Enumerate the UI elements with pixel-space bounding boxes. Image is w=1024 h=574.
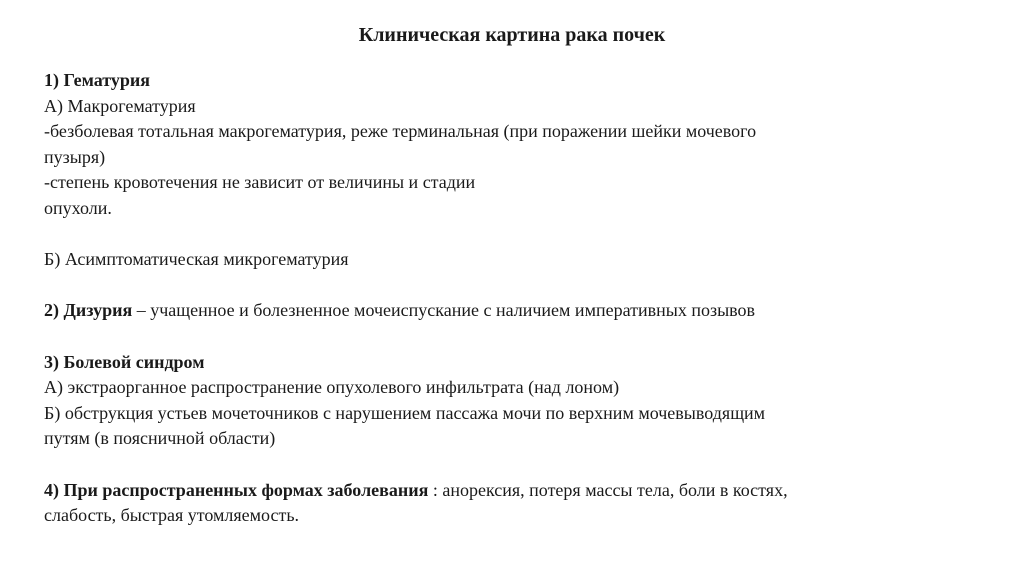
- section-4-line: [44, 478, 964, 504]
- section-1-item-b: Б) Асимптоматическая микрогематурия: [44, 249, 349, 270]
- section-2-text: – учащенное и болезненное мочеиспускание с наличием императивных позывов: [132, 300, 756, 321]
- section-1-heading: 1) Гематурия: [44, 70, 150, 90]
- section-1-item-a: А) Макрогематурия: [44, 95, 196, 116]
- slide-body: [44, 68, 964, 529]
- section-4-heading: 4) При распространенных формах заболевания: [44, 479, 429, 500]
- spacer: [44, 324, 964, 350]
- section-3-item-a: А) экстраорганное распространение опухолевого инфильтрата (над лоном): [44, 377, 620, 398]
- spacer: [44, 222, 964, 248]
- section-1-point-2: -степень кровотечения не зависит от величины и стадии: [44, 172, 476, 193]
- section-3-item-b: Б) обструкция устьев мочеточников с нарушением пассажа мочи по верхним мочевыводящим: [44, 402, 766, 423]
- section-1-point-1-cont: пузыря): [44, 146, 106, 167]
- section-3-item-b-cont: путям (в поясничной области): [44, 428, 276, 449]
- section-1-point-1: -безболевая тотальная макрогематурия, реже терминальная (при поражении шейки мочевого: [44, 121, 757, 142]
- section-1-point-2-cont: опухоли.: [44, 197, 112, 218]
- section-2-line: [44, 298, 964, 324]
- slide-title: Клиническая картина рака почек: [358, 24, 666, 46]
- spacer: [44, 452, 964, 478]
- section-4-text: : анорексия, потеря массы тела, боли в костях,: [428, 479, 788, 500]
- section-3-heading: 3) Болевой синдром: [44, 351, 205, 372]
- section-4-text-cont: слабость, быстрая утомляемость.: [44, 505, 300, 526]
- spacer: [44, 273, 964, 299]
- section-2-heading: 2) Дизурия: [44, 300, 133, 321]
